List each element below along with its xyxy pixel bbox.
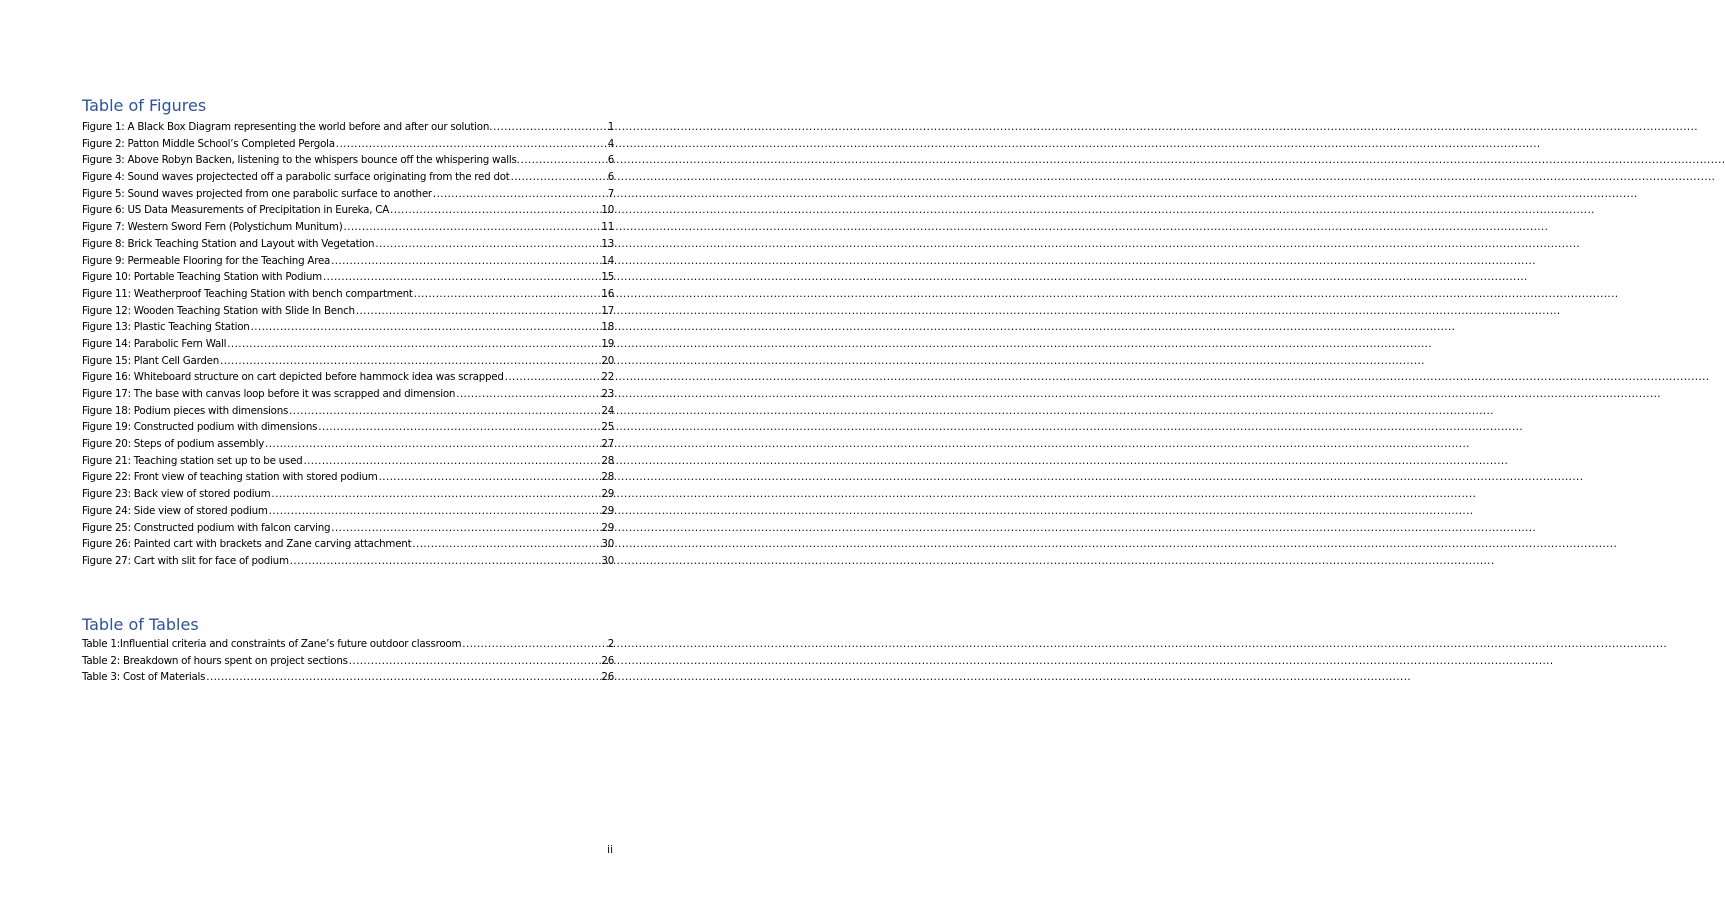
dot-leader [349,653,601,670]
table-title[interactable]: Table 3: Cost of Materials [82,671,206,684]
page-number: ii [607,844,613,856]
figure-entry[interactable] [82,319,614,336]
figure-title[interactable]: Figure 23: Back view of stored podium [82,488,271,501]
dot-leader [318,419,600,436]
figure-page-number[interactable]: 30 [601,538,614,551]
figure-entry[interactable] [82,520,614,537]
table-entry[interactable] [82,636,614,653]
figure-entry[interactable] [82,236,614,253]
dot-leader [331,253,600,270]
figures-list [82,119,614,570]
dot-leader [511,169,607,186]
dot-leader [323,269,600,286]
tables-list [82,636,614,686]
figure-entry[interactable] [82,353,614,370]
figure-page-number[interactable]: 25 [601,421,614,434]
figure-page-number[interactable]: 6 [607,154,614,167]
figure-entry[interactable] [82,219,614,236]
dot-leader [331,520,600,537]
figure-title[interactable]: Figure 4: Sound waves projectected off a parabolic surface originating from the red dot [82,171,510,184]
dot-leader [227,336,600,353]
dot-leader [336,136,607,153]
figure-entry[interactable] [82,202,614,219]
figure-title[interactable]: Figure 18: Podium pieces with dimensions [82,404,289,417]
figure-title[interactable]: Figure 21: Teaching station set up to be used [82,454,303,467]
table-entry[interactable] [82,653,614,670]
table-page-number[interactable]: 26 [601,671,614,684]
figure-page-number[interactable]: 13 [601,237,614,250]
dot-leader [269,503,601,520]
figure-page-number[interactable]: 29 [601,504,614,517]
figure-title[interactable]: Figure 7: Western Sword Fern (Polystichum Munitum) [82,221,343,234]
table-title[interactable]: Table 2: Breakdown of hours spent on project sections [82,654,348,667]
figure-page-number[interactable]: 28 [601,454,614,467]
figure-page-number[interactable]: 22 [601,371,614,384]
figure-entry[interactable] [82,119,614,136]
dot-leader [271,486,600,503]
figure-title[interactable]: Figure 22: Front view of teaching station with stored podium [82,471,378,484]
figure-page-number[interactable]: 29 [601,521,614,534]
dot-leader [521,152,607,169]
figure-entry[interactable] [82,536,614,553]
figure-entry[interactable] [82,286,614,303]
figure-title[interactable]: Figure 3: Above Robyn Backen, listening to the whispers bounce off the whispering walls. [82,154,520,167]
figure-title[interactable]: Figure 13: Plastic Teaching Station [82,321,250,334]
dot-leader [375,236,600,253]
figure-entry[interactable] [82,419,614,436]
dot-leader [390,202,600,219]
figure-title[interactable]: Figure 2: Patton Middle School’s Completed Pergola [82,137,335,150]
dot-leader [290,553,601,570]
figure-page-number[interactable]: 29 [601,488,614,501]
figure-entry[interactable] [82,386,614,403]
dot-leader [289,403,600,420]
figure-title[interactable]: Figure 16: Whiteboard structure on cart depicted before hammock idea was scrapped [82,371,504,384]
figure-page-number[interactable]: 11 [601,221,614,234]
table-title[interactable]: Table 1:Influential criteria and constraints of Zane’s future outdoor classroom [82,638,462,650]
figure-title[interactable]: Figure 19: Constructed podium with dimensions [82,421,318,434]
table-page-number[interactable]: 2 [607,638,614,650]
figure-page-number[interactable]: 19 [601,337,614,350]
figure-page-number[interactable]: 6 [607,171,614,184]
figure-title[interactable]: Figure 10: Portable Teaching Station with Podium [82,271,322,284]
figure-page-number[interactable]: 30 [601,554,614,567]
table-entry[interactable] [82,669,614,686]
figure-title[interactable]: Figure 15: Plant Cell Garden [82,354,220,367]
figure-entry[interactable] [82,253,614,270]
figure-title[interactable]: Figure 6: US Data Measurements of Precipitation in Eureka, CA [82,204,390,217]
dot-leader [456,386,600,403]
figure-page-number[interactable]: 7 [607,187,614,200]
dot-leader [303,453,600,470]
figure-title[interactable]: Figure 12: Wooden Teaching Station with Slide In Bench [82,304,355,317]
dot-leader [220,353,600,370]
figure-page-number[interactable]: 20 [601,354,614,367]
figure-page-number[interactable]: 27 [601,438,614,451]
dot-leader [462,636,606,653]
figure-title[interactable]: Figure 24: Side view of stored podium [82,504,268,517]
figure-entry[interactable] [82,503,614,520]
figure-entry[interactable] [82,269,614,286]
figure-entry[interactable] [82,436,614,453]
dot-leader [206,669,600,686]
dot-leader [414,286,601,303]
figure-title[interactable]: Figure 9: Permeable Flooring for the Teaching Area [82,254,331,267]
figure-page-number[interactable]: 28 [601,471,614,484]
figure-entry[interactable] [82,469,614,486]
dot-leader [356,303,601,320]
figure-title[interactable]: Figure 27: Cart with slit for face of podium [82,554,289,567]
figure-title[interactable]: Figure 26: Painted cart with brackets and Zane carving attachment [82,538,412,551]
figure-title[interactable]: Figure 17: The base with canvas loop before it was scrapped and dimension [82,388,456,400]
dot-leader [379,469,601,486]
dot-leader [251,319,601,336]
figure-page-number[interactable]: 23 [601,388,614,400]
table-page-number[interactable]: 26 [601,654,614,667]
figure-page-number[interactable]: 18 [601,321,614,334]
figure-page-number[interactable]: 15 [601,271,614,284]
figure-title[interactable]: Figure 14: Parabolic Fern Wall [82,337,227,350]
figure-page-number[interactable]: 1 [607,121,614,133]
dot-leader [265,436,600,453]
dot-leader [433,186,607,203]
figure-entry[interactable] [82,152,614,169]
figure-entry[interactable] [82,553,614,570]
figure-entry[interactable] [82,169,614,186]
dot-leader [343,219,600,236]
figure-page-number[interactable]: 16 [601,287,614,300]
figure-page-number[interactable]: 17 [601,304,614,317]
figure-title[interactable]: Figure 25: Constructed podium with falcon carving [82,521,331,534]
table-of-figures-heading: Table of Figures [82,96,207,115]
figure-entry[interactable] [82,136,614,153]
table-of-tables-heading: Table of Tables [82,615,199,634]
figure-entry[interactable] [82,453,614,470]
dot-leader [493,119,607,136]
figure-entry[interactable] [82,403,614,420]
figure-entry[interactable] [82,369,614,386]
figure-title[interactable]: Figure 11: Weatherproof Teaching Station with bench compartment [82,287,413,300]
figure-title[interactable]: Figure 8: Brick Teaching Station and Layout with Vegetation [82,237,375,250]
figure-title[interactable]: Figure 20: Steps of podium assembly [82,438,265,451]
figure-page-number[interactable]: 24 [601,404,614,417]
figure-entry[interactable] [82,303,614,320]
figure-title[interactable]: Figure 1: A Black Box Diagram representing the world before and after our solution. [82,121,493,133]
figure-entry[interactable] [82,486,614,503]
figure-entry[interactable] [82,336,614,353]
figure-page-number[interactable]: 14 [601,254,614,267]
dot-leader [412,536,600,553]
figure-page-number[interactable]: 10 [601,204,614,217]
document-page [0,0,695,899]
dot-leader [505,369,601,386]
figure-page-number[interactable]: 4 [607,137,614,150]
figure-title[interactable]: Figure 5: Sound waves projected from one parabolic surface to another [82,187,432,200]
figure-entry[interactable] [82,186,614,203]
